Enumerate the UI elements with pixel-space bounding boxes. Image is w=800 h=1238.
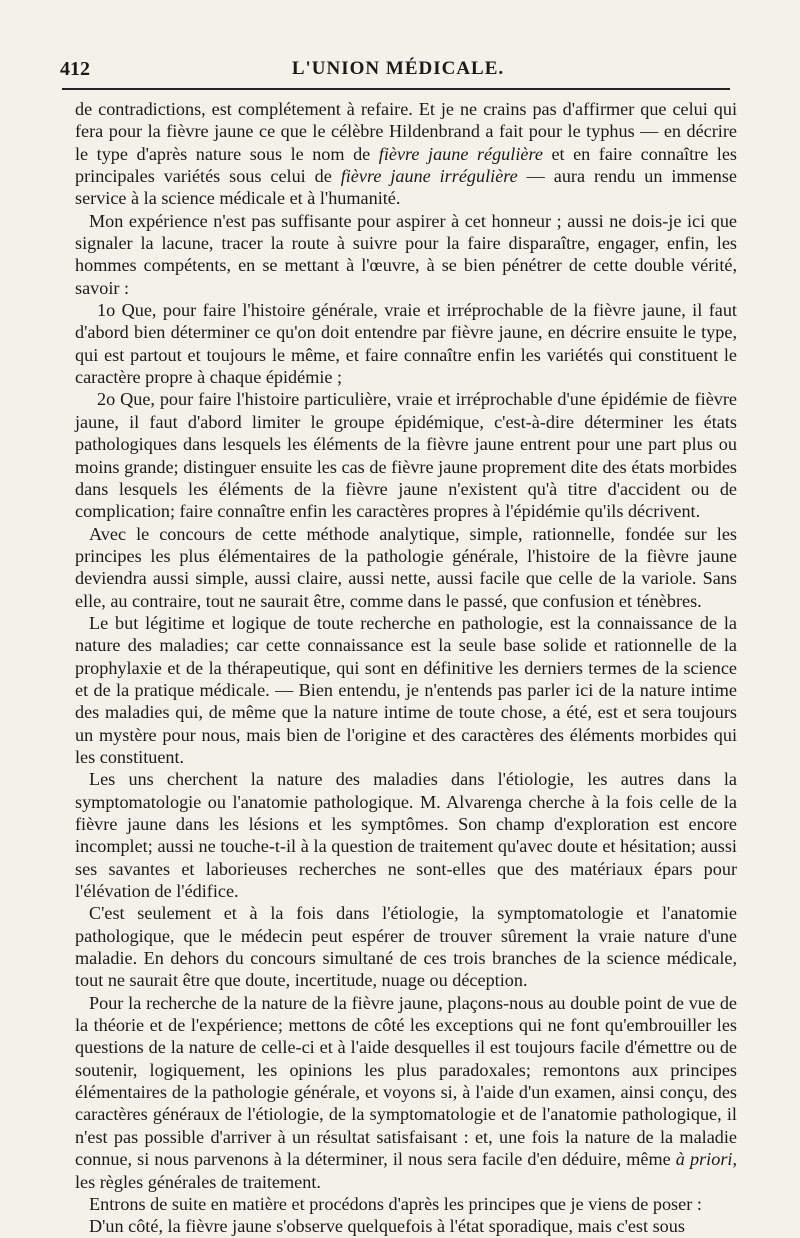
paragraph-2: Mon expérience n'est pas suffisante pour aspirer à cet honneur ; aussi ne dois-je ici que signaler la lacune, tracer la route à suivre pour la faire disparaître, engager, enfin, les hommes compétents, en se mettant à l'œuvre, à se bien pénétrer de cette double vérité, savoir : bbox=[75, 210, 737, 298]
paragraph-9-text-a: Pour la recherche de la nature de la fièvre jaune, plaçons-nous au double point de vue de la théorie et de l'expérience; mettons de côté les exceptions qui ne font qu'embrouiller les questions de la nature de celle-ci et à l'aide desquelles il est toujours facile d'émettre ou de soutenir, logiquement, les opinions les plus paradoxales; remontons aux principes élémentaires de la pathologie générale, et voyons si, à l'aide d'un examen, ainsi conçu, des caractères généraux de l'étiologie, de la symptomatologie et de l'anatomie pathologique, il n'est pas possible d'arriver à un résultat satisfaisant : et, une fois la nature de la maladie connue, si nous parvenons à la déterminer, il nous sera facile d'en déduire, même bbox=[75, 992, 737, 1170]
paragraph-6: Le but légitime et logique de toute recherche en pathologie, est la connaissance de la nature des maladies; car cette connaissance est la seule base solide et rationnelle de la prophylaxie et de la thérapeutique, qui sont en définitive les derniers termes de la science et de la pratique médicale. — Bien entendu, je n'entends pas parler ici de la nature intime des maladies qui, de même que la nature intime de toute chose, a été, est et sera toujours un mystère pour nous, mais bien de l'origine et des caractères des éléments morbides qui les constituent. bbox=[75, 612, 737, 767]
paragraph-5: Avec le concours de cette méthode analytique, simple, rationnelle, fondée sur les principes les plus élémentaires de la pathologie générale, l'histoire de la fièvre jaune deviendra aussi simple, aussi claire, aussi nette, aussi facile que celle de la variole. Sans elle, au contraire, tout ne saurait être, comme dans le passé, que confusion et ténèbres. bbox=[75, 523, 737, 611]
paragraph-1-text-b: et en faire connaître les principales variétés sous celui de bbox=[75, 143, 738, 187]
page-number: 412 bbox=[60, 58, 90, 80]
page-header bbox=[60, 58, 736, 86]
paragraph-11: D'un côté, la fièvre jaune s'observe quelquefois à l'état sporadique, mais c'est sous bbox=[89, 1216, 685, 1237]
body-text bbox=[75, 98, 737, 1238]
paragraph-9-text-b: , les règles générales de traitement. bbox=[75, 1149, 737, 1192]
term-fievre-jaune-reguliere: fièvre jaune régulière bbox=[378, 143, 543, 164]
running-title: L'UNION MÉDICALE. bbox=[291, 58, 505, 79]
paragraph-1 bbox=[75, 98, 737, 210]
paragraph-1-text-a: de contradictions, est complétement à refaire. Et je ne crains pas d'affirmer que celui qui fera pour la fièvre jaune ce que le célèbre Hildenbrand a fait pour le typhus — en décrire le type d'après nature sous le nom de bbox=[75, 99, 737, 164]
paragraph-8: C'est seulement et à la fois dans l'étiologie, la symptomatologie et l'anatomie pathologique, que le médecin peut espérer de trouver sûrement la vraie nature d'une maladie. En dehors du concours simultané de ces trois branches de la science médicale, tout ne saurait être que doute, incertitude, nuage ou déception. bbox=[75, 903, 737, 991]
paragraph-10: Entrons de suite en matière et procédons d'après les principes que je viens de poser : bbox=[89, 1193, 702, 1214]
paragraph-4: 2o Que, pour faire l'histoire particulière, vraie et irréprochable d'une épidémie de fièvre jaune, il faut d'abord limiter le groupe épidémique, c'est-à-dire déterminer les états pathologiques dans lesquels les éléments de la fièvre jaune entrent pour une part plus ou moins grande; distinguer ensuite les cas de fièvre jaune proprement dite des états morbides dans lesquels les éléments de la fièvre jaune n'existent qu'à titre d'accident ou de complication; faire connaître enfin les caractères propres à l'épidémie qu'ils décrivent. bbox=[75, 389, 737, 522]
term-a-priori: à priori bbox=[675, 1149, 733, 1170]
paragraph-3: 1o Que, pour faire l'histoire générale, vraie et irréprochable de la fièvre jaune, il faut d'abord bien déterminer ce qu'on doit entendre par fièvre jaune, en décrire ensuite le type, qui est partout et toujours le même, et faire connaître enfin les variétés qui constituent le caractère propre à chaque épidémie ; bbox=[75, 300, 737, 388]
header-rule bbox=[62, 88, 730, 90]
paragraph-9 bbox=[75, 992, 737, 1193]
paragraph-7: Les uns cherchent la nature des maladies dans l'étiologie, les autres dans la symptomatologie ou l'anatomie pathologique. M. Alvarenga cherche à la fois celle de la fièvre jaune dans les lésions et les symptômes. Son champ d'exploration est encore incomplet; aussi ne touche-t-il à la question de traitement qu'avec doute et hésitation; aussi ses savantes et laborieuses recherches ne sont-elles que des matériaux épars pour l'élévation de l'édifice. bbox=[75, 769, 737, 902]
paragraph-1-text-c: — aura rendu un immense service à la science médicale et à l'humanité. bbox=[75, 166, 738, 209]
term-fievre-jaune-irreguliere: fièvre jaune irrégulière bbox=[340, 166, 518, 187]
